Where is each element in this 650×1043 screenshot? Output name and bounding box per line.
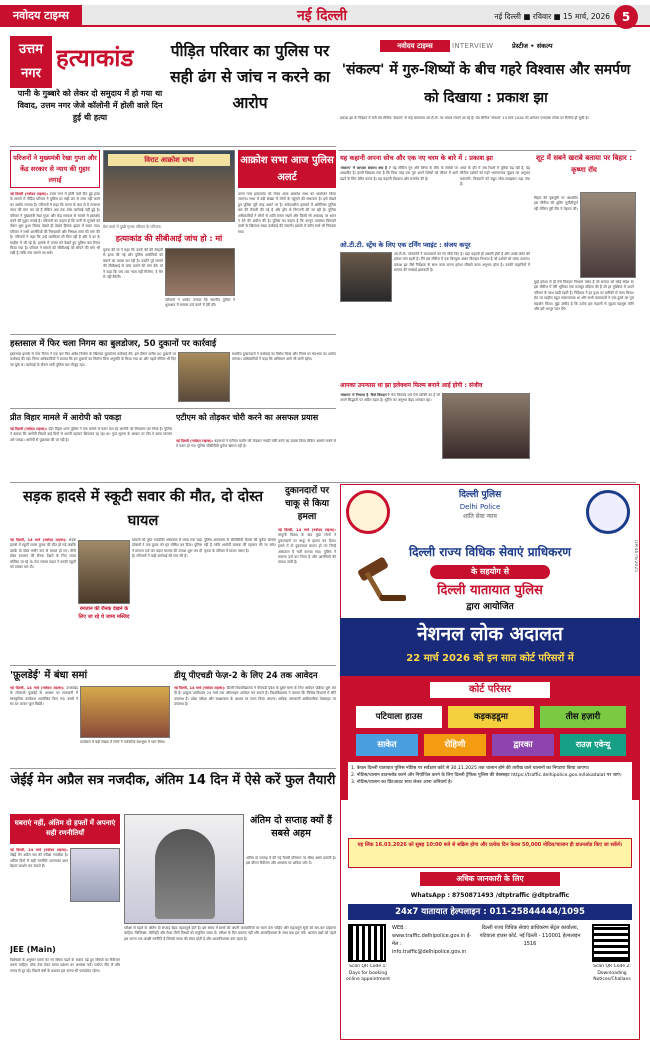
lead-subhead: पानी के गुब्बारे को लेकर दो समुदाय में हो गया था विवाद, उत्तम नगर जेजे कॉलोनी में होली वाले दिन हुई थी हत्या (17, 89, 163, 122)
bulldozer-photo (178, 352, 230, 402)
divider (338, 150, 636, 151)
fauladi-body: नई दिल्ली, 14 मार्च (नवोदय टाइम्स): उत्तराखंड के लोकपर्व फूलदेई के अवसर पर राजधानी में सांस्कृतिक कार्यक्रम आयोजित किए गए। बच्चों ने घर-घर जाकर फूल बिखेरे। (10, 686, 78, 707)
divider (10, 665, 336, 666)
divider (10, 482, 636, 483)
story-priti-vihar-dateline: नई दिल्ली (नवोदय टाइम्स): (10, 427, 48, 431)
lead-bottom-body-2: स्थानीय दुकानदारों ने कार्रवाई का विरोध किया और निगम पर भेदभाव का आरोप लगाया। अधिकारियों ने कहा कि अभियान आगे भी जारी रहेगा। (232, 352, 336, 362)
jee-head: जेईई मेन अप्रैल सत्र नजदीक, अंतिम 14 दिन में ऐसे करें फुल तैयारी (10, 773, 336, 788)
ad-qr-right-caption: Scan QR Code 2: Downloading Notices/Challans (593, 964, 631, 982)
lead-box-head: परिजनों ने मुख्यमंत्री रेखा गुप्ता और केंद्र सरकार से न्याय की गुहार लगाई (10, 150, 100, 188)
jee-box-head: घबराएं नहीं, अंतिम दो हफ्तों में अपनाएं सही रणनीतियाँ (10, 814, 120, 844)
ad-note-3: 3. नोटिस/चालान का प्रिंटआउट साथ लेकर आना अनिवार्य है। (351, 780, 453, 785)
interview-side-body-2: मुझे हमेशा से ही ऐसे किरदार निभाना पसंद है जो समाज को कोई संदेश दें। इस सीरीज में मेरी भूमिका एक मजबूत महिला की है जो हर मुश्किल में अपने परिवार के साथ खड़ी रहती है। निर्देशक ने हर दृश्य पर बारीकी से काम किया। सेट पर माहौल बहुत सकारात्मक था और सभी कलाकारों ने एक-दूसरे का पूरा सहयोग किया। मुझे उम्मीद है कि दर्शक इस कहानी से जुड़ाव महसूस करेंगे और इसे भरपूर प्यार देंगे। (534, 280, 634, 312)
accident-head: सड़क हादसे में स्कूटी सवार की मौत, दो दोस्त घायल (22, 489, 263, 529)
jee-body: नई दिल्ली, 14 मार्च (नवोदय टाइम्स): जेईई मेन अप्रैल सत्र की परीक्षा नजदीक है। अंतिम दिनों में सही रणनीति अपनाकर छात्र बेहतर प्रदर्शन कर सकते हैं। (10, 848, 68, 869)
fauladi-photo (80, 686, 170, 738)
masthead-dateline: नई दिल्ली ■ रविवार ■ 15 मार्च, 2026 (494, 12, 610, 21)
ad-warning: यह लिंक 16.03.2026 को सुबह 10:00 बजे से सक्रिय होगा और प्रत्येक दिन केवल 50,000 नोटिस/चालान ही डाउनलोड किए जा सकेंगे। (348, 838, 632, 868)
masthead-brand: नवोदय टाइम्स (0, 5, 82, 27)
lead-body-3: परिजनों ने आरोप लगाया कि स्थानीय पुलिस ने शुरुआत में मामला दर्ज करने में देरी की। (165, 298, 235, 308)
ad-org-name-en: Delhi Police (459, 503, 501, 511)
fauladi-head: 'फ़ूलडेई' में बंधा समां (10, 670, 88, 681)
divider (10, 768, 336, 769)
interview-ott-head: ओ.टी.टी. स्ट्रेंथ के लिए एक टर्निंग प्वाइंट : संजय कपूर (340, 241, 471, 249)
interview-side-question: 'संकल्प' में निभाया है 'कैसे किरदार'? (340, 393, 390, 397)
lead-right-box-head: आक्रोश सभा आज पुलिस अलर्ट (238, 150, 336, 188)
lead-body-1: नई दिल्ली (नवोदय टाइम्स): उत्तम नगर में होली वाले दिन हुई हत्या के मामले में पीड़ित परिवार ने पुलिस पर सही ढंग से जांच नहीं करने का आरोप लगाया है। परिजनों ने कहा कि घटना के बाद से वे लगातार न्याय की मांग कर रहे हैं लेकिन अब तक ठोस कार्रवाई नहीं हुई है। परिवार ने मुख्यमंत्री रेखा गुप्ता और केंद्र सरकार से मामले में हस्तक्षेप करने की गुहार लगाई है। परिजनों का कहना है कि पानी के गुब्बारे को लेकर शुरू हुआ विवाद देखते ही देखते हिंसक झड़प में बदल गया। परिवार ने सभी आरोपियों की गिरफ्तारी और निष्पक्ष जांच की मांग की है। परिजनों ने कहा कि उन्हें धमकियां भी मिल रही हैं और वे डर के माहौल में जी रहे हैं। इलाके में तनाव को देखते हुए पुलिस बल तैनात किया गया है। परिवार ने मामले को सीबीआई को सौंपने की मांग भी रखी है ताकि सच सामने आ सके। (10, 192, 100, 256)
interview-q1: 'संकल्प' में आपका संकल्प क्या है ? (340, 166, 391, 170)
qr-code-right[interactable] (592, 924, 630, 962)
ad-notes (348, 762, 632, 834)
mother-photo (165, 248, 235, 296)
fauladi-dateline: नई दिल्ली, 14 मार्च (नवोदय टाइम्स): (10, 686, 65, 690)
ad-info-title: अधिक जानकारी के लिए (420, 872, 560, 886)
page-number: 5 (614, 5, 638, 29)
ad-organized: द्वारा आयोजित (466, 602, 514, 612)
ad-court-chip: कड़कड़डूमा (448, 706, 534, 728)
ad-court-chip: द्वारका (492, 734, 554, 756)
accident-photo (78, 540, 130, 604)
ad-qr-left-caption: Scan QR Code 1: Days for booking online appointment (346, 964, 390, 982)
ad-subtitle: 22 मार्च 2026 को इन सात कोर्ट परिसरों में (406, 653, 574, 664)
ad-code: DP/4676/2025 (633, 540, 638, 573)
interview-side-body: बिहार की पृष्ठभूमि पर आधारित इस सीरीज की शूटिंग चुनौतीपूर्ण रही लेकिन पूरी टीम ने मेहनत की। (534, 196, 578, 211)
divider (10, 334, 336, 335)
ad-note-2: 2. नोटिस/चालान डाउनलोड करने और नियोजित करने के लिए दिल्ली ट्रैफिक पुलिस की वेबसाइट https://traffic.delhipolice.gov.in/lokadalat पर जाएं। (351, 773, 622, 778)
shop-body: नई दिल्ली, 14 मार्च (नवोदय टाइम्स): मामूली विवाद के बाद कुछ लोगों ने दुकानदारों पर चाकू से हमला कर दिया। हमले में दो दुकानदार घायल हो गए जिन्हें अस्पताल में भर्ती कराया गया। पुलिस ने मामला दर्ज कर लिया है और आरोपियों की तलाश जारी है। (278, 528, 336, 565)
ad-lok-adalat-banner (340, 618, 640, 676)
ad-court-chip: रोहिणी (424, 734, 486, 756)
ad-note-1: 1. केवल दिल्ली यातायात पुलिस नोटिस पर सर्वेक्षण कोर्ट से 30.11.2025 तक चालान होने की तारीख वाले चालानों का निपटारा किया जाएगा। (351, 766, 590, 771)
lead-photo (103, 150, 235, 222)
lead-word: हत्याकांड (56, 44, 134, 72)
accident-body-3: पुलिस आसपास के सीसीटीवी कैमरों की फुटेज खंगाल रही है ताकि आरोपी चालक की पहचान की जा सके। मृतक के परिवार में मातम पसरा है। (204, 538, 276, 553)
story-atm-body: नई दिल्ली (नवोदय टाइम्स): बदमाशों ने एटीएम मशीन को तोड़कर नकदी चोरी करने का प्रयास किया लेकिन अलार्म बजने से वे फरार हो गए। पुलिस सीसीटीवी फुटेज खंगाल रही है। (176, 439, 336, 449)
ad-org-name: दिल्ली पुलिस (458, 490, 502, 500)
interview-body-4: 'संकल्प' में निभाया है 'कैसे किरदार'? मेरा किरदार एक ऐसे व्यक्ति का है जो अपने सिद्धांतों पर अडिग रहता है। शूटिंग का अनुभव बेहद शानदार रहा। (340, 393, 440, 403)
lead-kicker-bottom: नगर (21, 66, 41, 81)
jee-photo (70, 848, 120, 902)
jee-body-2: विशेषज्ञों के अनुसार छात्रों को नए विषय पढ़ने के बजाय पढ़े हुए विषयों का रिवीजन करना चाहिए। मॉक टेस्ट देकर समय प्रबंधन का अभ्यास करें। पर्याप्त नींद लें और तनाव से दूर रहें। पिछले वर्षों के प्रश्नपत्र हल करना भी फायदेमंद रहेगा। (10, 958, 120, 973)
accident-body-2: घायलों को तुरंत नजदीकी अस्पताल ले जाया गया जहां डॉक्टरों ने एक युवक को मृत घोषित कर दिया। पुलिस ने मामला दर्ज कर वाहन चालक की तलाश शुरू कर दी है। परिजनों ने कड़ी कार्रवाई की मांग की है। (132, 538, 202, 559)
ad-court-chip: पटियाला हाउस (356, 706, 442, 728)
lead-bottom-head: हस्तसाल में फिर चला निगम का बुलडोजर, 50 दुकानों पर कार्रवाई (10, 339, 217, 349)
fauladi-body-2: कार्यक्रम में बड़ी संख्या में लोगों ने पारंपरिक वेशभूषा में भाग लिया। (80, 740, 166, 744)
ad-title: नेशनल लोक अदालत (417, 623, 563, 645)
du-head: डीयू पीएचडी फेज़-2 के लिए 24 तक आवेदन (174, 671, 318, 681)
jee-body-3: परीक्षा से पहले के अंतिम दो सप्ताह बेहद महत्वपूर्ण होते हैं। इस समय में छात्रों को अपनी कमजोरियों पर ध्यान देना चाहिए और महत्वपूर्ण सूत्रों को बार-बार दोहराना चाहिए। फिजिक्स, केमिस्ट्री और मैथ्स तीनों विषयों को संतुलित समय दें। परीक्षा के दिन घबराएं नहीं और आत्मविश्वास के साथ प्रश्न हल करें। आसान प्रश्नों को पहले हल करना एक अच्छी रणनीति है जिससे समय की बचत होती है और आत्मविश्वास बना रहता है। (124, 926, 336, 941)
lead-body-4: उत्तम नगर हत्याकांड को लेकर आज आक्रोश सभा का आयोजन किया जाएगा। सभा में बड़ी संख्या में लोगों के पहुंचने की संभावना है। इसे देखते हुए पुलिस पूरी तरह अलर्ट पर है। संवेदनशील इलाकों में अतिरिक्त पुलिस बल की तैनाती की गई है और ड्रोन से निगरानी की जा रही है। पुलिस अधिकारियों ने लोगों से शांति बनाए रखने और किसी भी अफवाह पर ध्यान न देने की अपील की है। पुलिस का कहना है कि कानून व्यवस्था बिगाड़ने वालों के खिलाफ सख्त कार्रवाई की जाएगी। इलाके में फ्लैग मार्च भी निकाला गया। (238, 192, 336, 234)
interview-label: INTERVIEW (452, 42, 494, 50)
interview-bottom-strip: आपका उपन्यास था झा इलेक्शन फिल्म बनाने आई होगी : संजीव (340, 382, 483, 389)
ad-court-chip: राउज़ एवेन्यू (560, 734, 626, 756)
jee-sub-head: अंतिम दो सप्ताह क्यों हैं सबसे अहम (250, 815, 332, 839)
ad-footer-mid: दिल्ली राज्य विधिक सेवाएं प्राधिकरण सेंट्रल कार्यालय, पटियाला हाउस कोर्ट, नई दिल्ली - 110001 हेल्पलाइन 1516 (479, 925, 581, 947)
interview-partner: प्रेस्टीज • संकल्प (512, 42, 553, 50)
ad-footer-left: WEB : www.traffic.delhipolice.gov.in ई-मेल : info.traffic@delhipolice.gov.in (392, 925, 472, 955)
lead-kicker-top: उत्तम (19, 42, 43, 57)
ad-right-emblem (586, 490, 630, 534)
ad-authority: दिल्ली राज्य विधिक सेवाएं प्राधिकरण (409, 545, 571, 559)
jee-dateline: नई दिल्ली, 14 मार्च (नवोदय टाइम्स): (10, 848, 68, 852)
jee-label: JEE (Main) (10, 945, 56, 954)
qr-code-left[interactable] (348, 924, 386, 962)
shop-dateline: नई दिल्ली, 14 मार्च (नवोदय टाइम्स): (278, 528, 336, 532)
jee-body-4: अंतिम दो सप्ताह में की गई तैयारी परिणाम पर सीधा असर डालती है। इस दौरान रिवीजन और अभ्यास पर अधिक जोर दें। (246, 856, 336, 866)
jee-students-photo (124, 814, 244, 924)
interview-side-head: शूट में सबने खराबे बताया पर बिहार : कृष्णा रॉय (535, 154, 633, 174)
accident-dateline: नई दिल्ली, 14 मार्च (नवोदय टाइम्स): (10, 538, 67, 542)
masthead-section: नई दिल्ली (296, 8, 347, 24)
story-priti-vihar-body: नई दिल्ली (नवोदय टाइम्स): प्रीत विहार थाना पुलिस ने एक मामले में फरार चल रहे आरोपी को गिरफ्तार कर लिया है। पुलिस ने बताया कि आरोपी पिछले कई दिनों से अपनी पहचान छिपाकर रह रहा था। गुप्त सूचना के आधार पर टीम ने छापा मारकर उसे पकड़ा। आरोपी से पूछताछ की जा रही है। (10, 427, 172, 442)
lead-photo-caption: प्रेस वार्ता में दुखी मृतक परिवार के परिजन। (103, 224, 162, 229)
ad-collab: के सहयोग से (430, 565, 550, 579)
ad-org-title (420, 488, 540, 536)
lead-sub-section-head: हत्याकांड की सीबीआई जांच हो : मां (115, 234, 223, 243)
lead-photo-banner: विराट आक्रोश सभा (108, 154, 230, 166)
interview-headline: 'संकल्प' में गुरु-शिष्यों के बीच गहरे विश्वास और समर्पण को दिखाया : प्रकाश झा (341, 62, 631, 106)
lead-dateline: नई दिल्ली (नवोदय टाइम्स): (10, 192, 49, 196)
interview-body-2: आज के दौर में जब रिश्तों में दूरियां बढ़ रही हैं, यह सीरीज दर्शकों को गहरे भावनात्मक जुड़ाव का अनुभव कराएगी। किरदारों को बहुत सोच-समझकर गढ़ा गया है। (460, 166, 530, 187)
interview-intro: प्रकाश झा के निर्देशन में बनी वेब सीरीज 'संकल्प' से कई कलाकार ओ.टी.टी. पर धमाल मचाने आ रहे हैं। वेब सीरीज 'संकल्प' 13 मार्च 2026 को अमेजन एमएक्स प्लेयर पर रिलीज हो चुकी है। (340, 116, 589, 120)
ad-org-motto: शांति सेवा न्याय (463, 513, 497, 520)
ad-left-emblem (346, 490, 390, 534)
accident-photo-caption: रमजान की रौनक देखने के लिए जा रहे थे जामा मस्जिद (78, 606, 130, 620)
lead-side-headline: पीड़ित परिवार का पुलिस पर सही ढंग से जांच न करने का आरोप (170, 42, 330, 112)
du-body: नई दिल्ली, 14 मार्च (नवोदय टाइम्स): दिल्ली विश्वविद्यालय ने पीएचडी प्रवेश के दूसरे चरण के लिए आवेदन प्रक्रिया शुरू कर दी है। इच्छुक उम्मीदवार 24 मार्च तक ऑनलाइन आवेदन कर सकते हैं। विश्वविद्यालय ने बताया कि विभिन्न विभागों में सीटें उपलब्ध हैं। प्रवेश परीक्षा और साक्षात्कार के आधार पर चयन किया जाएगा। अधिक जानकारी आधिकारिक वेबसाइट पर उपलब्ध है। (174, 686, 336, 707)
ad-info-contacts: WhatsApp : 8750871493 /dtptraffic @dtptraffic (410, 892, 570, 899)
du-dateline: नई दिल्ली, 14 मार्च (नवोदय टाइम्स): (174, 686, 226, 690)
story-atm-dateline: नई दिल्ली (नवोदय टाइम्स): (176, 439, 214, 443)
interview-body-1: 'संकल्प' में आपका संकल्प क्या है ? यह सीरीज गुरु और शिष्य के बीच के संबंधों पर आधारित है। इसमें दिखाया गया है कि किस तरह एक गुरु अपने शिष्यों को जीवन में आगे बढ़ने के लिए प्रेरित करता है। यह कहानी विश्वास और समर्पण की है। (340, 166, 458, 181)
krishna-roy-photo (580, 192, 636, 278)
gavel-icon (350, 555, 410, 605)
story-priti-vihar-head: प्रीत विहार मामले में आरोपी को पकड़ा (10, 413, 122, 422)
actor-photo (442, 393, 530, 459)
lead-bottom-body: हस्तसाल इलाके में नगर निगम ने एक बार फिर अवैध निर्माण के खिलाफ बुलडोजर कार्रवाई की। इस दौरान करीब 50 दुकानों पर कार्रवाई की गई। निगम अधिकारियों ने बताया कि इन दुकानों का निर्माण बिना अनुमति के किया गया था और पहले नोटिस भी दिए जा चुके थे। कार्रवाई के दौरान भारी पुलिस बल मौजूद रहा। (10, 352, 176, 367)
lead-kicker (10, 36, 52, 88)
ad-court-chip: साकेत (356, 734, 418, 756)
interview-strip: यह कहानी अपना सोच और एक नए चरम के बारे में : प्रकाश झा (340, 154, 493, 162)
ad-helpline: 24x7 यातायात हेल्पलाइन : 011-25844444/1095 (348, 904, 632, 920)
story-atm-head: एटीएम को तोड़कर चोरी करने का असफल प्रयास (176, 413, 319, 422)
ad-court-head: कोर्ट परिसर (430, 682, 550, 698)
divider (10, 146, 336, 147)
student-figure (155, 829, 215, 919)
interview-brand: नवोदय टाइम्स (380, 40, 450, 52)
ad-court-chip: तीस हज़ारी (540, 706, 626, 728)
ad-police: दिल्ली यातायात पुलिस (437, 583, 543, 598)
divider (10, 408, 336, 409)
lead-body-2: मृतक की मां ने कहा कि उनके बेटे की बेरहमी से हत्या की गई और पुलिस आरोपियों को बचाने का प्रयास कर रही है। उन्होंने पूरे मामले की सीबीआई से जांच कराने की मांग की। मां ने कहा कि जब तक न्याय नहीं मिलेगा, वे चैन से नहीं बैठेंगी। (103, 248, 163, 280)
interview-body-3: ओ.टी.टी. प्लेटफॉर्म ने कलाकारों को नए मौके दिए हैं। यहां कहानी ही असली हीरो है और अच्छे कंटेंट की हमेशा मांग रहती है। मैंने इस सीरीज में एक बिल्कुल अलग किरदार निभाया है जो दर्शकों को पसंद आएगा। प्रकाश झा जैसे निर्देशक के साथ काम करना हमेशा सीखने वाला अनुभव होता है। उनकी कहानियों में समाज की सच्चाई झलकती है। (394, 252, 530, 273)
sanjay-kapur-photo (340, 252, 392, 302)
accident-body: नई दिल्ली, 14 मार्च (नवोदय टाइम्स): सड़क हादसे में स्कूटी सवार युवक की मौत हो गई जबकि उसके दो दोस्त गंभीर रूप से घायल हो गए। तीनों दोस्त रमजान की रौनक देखने के लिए जामा मस्जिद जा रहे थे। तेज रफ्तार वाहन ने उनकी स्कूटी को टक्कर मार दी। (10, 538, 76, 570)
shop-head: दुकानदारों पर चाकू से किया हमला (284, 486, 330, 522)
